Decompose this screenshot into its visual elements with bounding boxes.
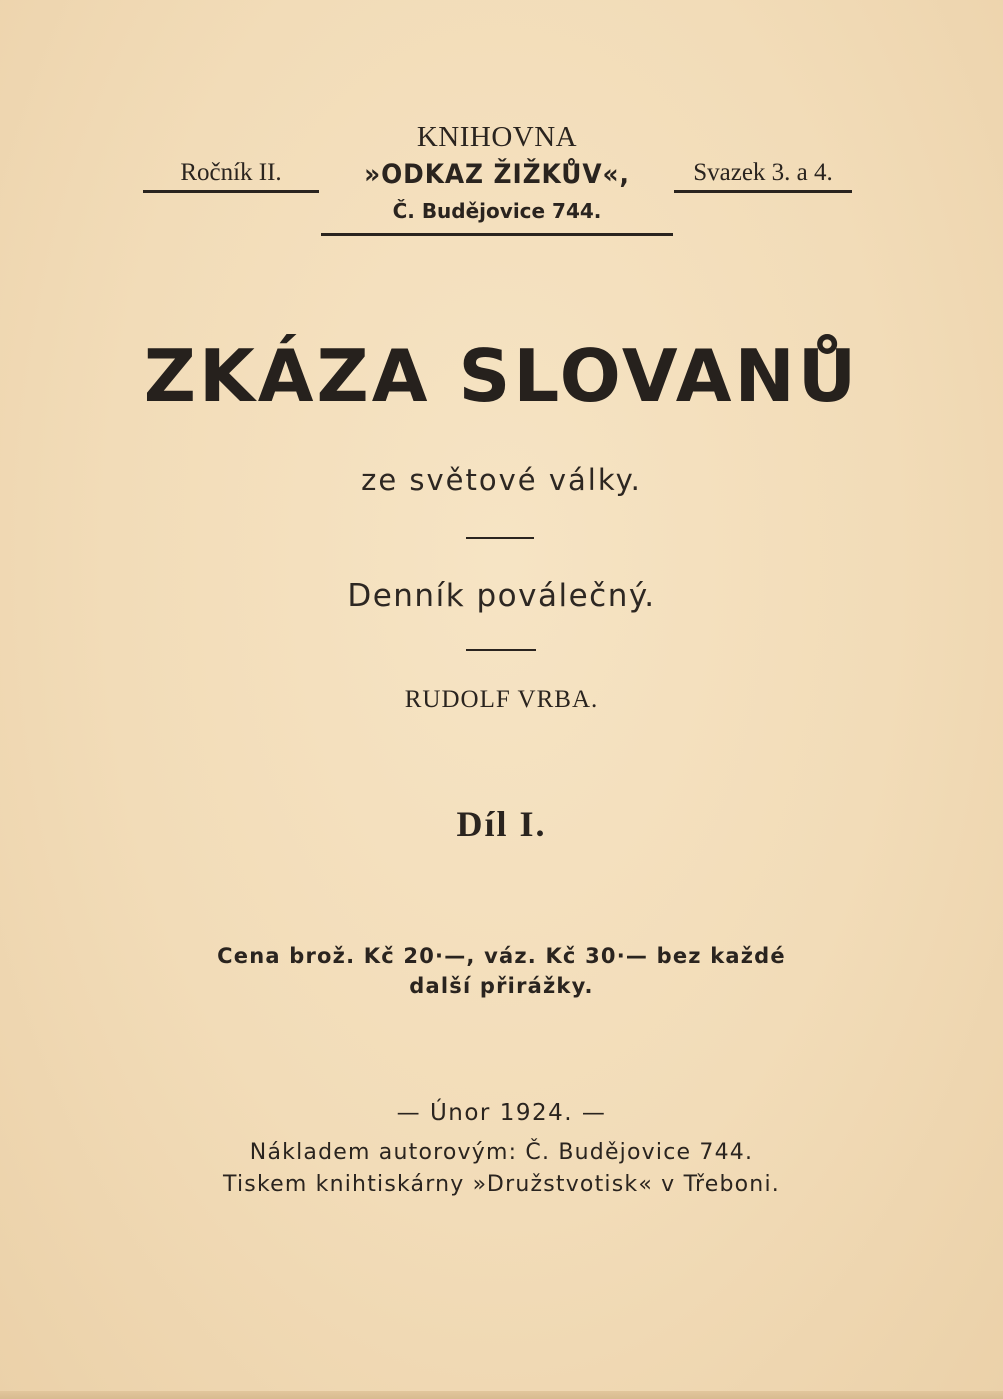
price-info [0, 941, 1003, 1001]
author-name: RUDOLF VRBA. [404, 686, 599, 713]
book-title: ZKÁZA SLOVANŮ [143, 334, 860, 418]
library-label: KNIHOVNA [416, 121, 578, 153]
publisher-line: Nákladem autorovým: Č. Budějovice 744. [249, 1140, 754, 1165]
library-name: »ODKAZ ŽIŽKŮV«, [364, 159, 630, 190]
subtitle: ze světové války. [361, 463, 642, 497]
price-line-2: další přirážky. [409, 974, 594, 998]
library-address: Č. Budějovice 744. [392, 199, 602, 223]
part-number: Díl I. [456, 804, 547, 844]
issue-number: Svazek 3. a 4. [693, 159, 833, 186]
volume-year: Ročník II. [180, 159, 282, 186]
divider-2 [466, 649, 536, 651]
price-line-1: Cena brož. Kč 20·—, váz. Kč 30·— bez každé [217, 944, 786, 968]
publication-date: — Únor 1924. — [396, 1100, 607, 1126]
printer-line: Tiskem knihtiskárny »Družstvotisk« v Třeboni. [223, 1172, 780, 1197]
volume-year-underline [143, 190, 319, 193]
library-underline [321, 233, 673, 236]
issue-number-underline [674, 190, 852, 193]
divider-1 [466, 537, 534, 539]
subtitle-2: Denník poválečný. [347, 578, 656, 614]
